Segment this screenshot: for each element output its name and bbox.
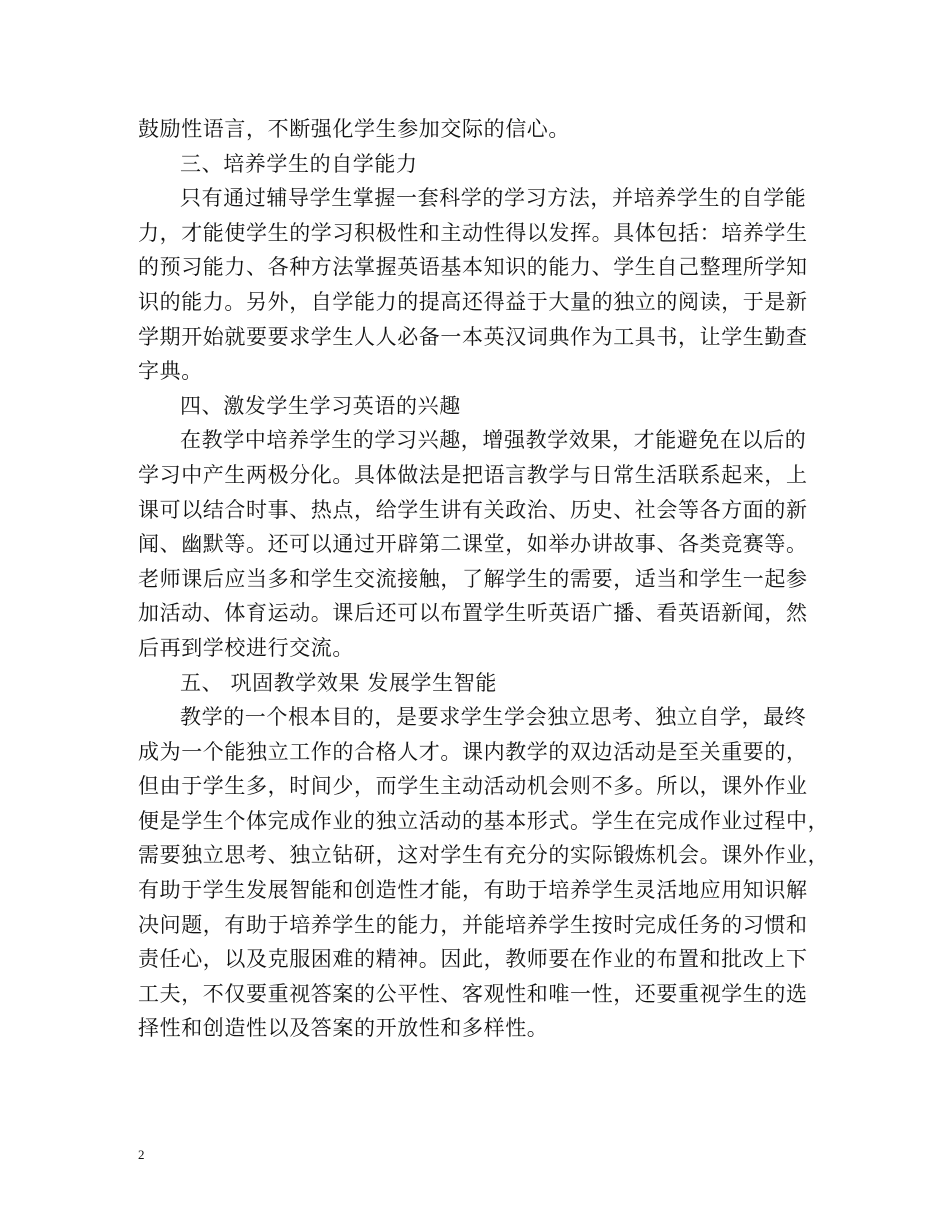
text-line: 工夫，不仅要重视答案的公平性、客观性和唯一性，还要重视学生的选 xyxy=(138,981,808,1006)
text-line: 教学的一个根本目的，是要求学生学会独立思考、独立自学，最终 xyxy=(180,705,807,730)
text-line: 识的能力。另外，自学能力的提高还得益于大量的独立的阅读，于是新 xyxy=(138,289,808,314)
text-line: 只有通过辅导学生掌握一套科学的学习方法，并培养学生的自学能 xyxy=(180,186,807,211)
text-line: 有助于学生发展智能和创造性才能，有助于培养学生灵活地应用知识解 xyxy=(138,878,808,903)
text-line: 字典。 xyxy=(138,359,203,384)
text-line: 四、激发学生学习英语的兴趣 xyxy=(180,393,461,418)
text-line: 在教学中培养学生的学习兴趣，增强教学效果，才能避免在以后的 xyxy=(180,428,807,453)
text-line: 三、培养学生的自学能力 xyxy=(180,151,418,176)
text-line: 的预习能力、各种方法掌握英语基本知识的能力、学生自己整理所学知 xyxy=(138,255,808,280)
text-line: 决问题，有助于培养学生的能力，并能培养学生按时完成任务的习惯和 xyxy=(138,912,808,937)
text-line: 闻、幽默等。还可以通过开辟第二课堂，如举办讲故事、各类竞赛等。 xyxy=(138,532,808,557)
page-number: 2 xyxy=(138,1147,145,1162)
text-line: 便是学生个体完成作业的独立活动的基本形式。学生在完成作业过程中， xyxy=(138,808,830,833)
text-line: 课可以结合时事、热点，给学生讲有关政治、历史、社会等各方面的新 xyxy=(138,497,808,522)
text-line: 鼓励性语言，不断强化学生参加交际的信心。 xyxy=(138,117,570,141)
text-line: 五、 巩固教学效果 发展学生智能 xyxy=(180,670,497,695)
text-line: 力，才能使学生的学习积极性和主动性得以发挥。具体包括：培养学生 xyxy=(138,220,808,245)
text-line: 需要独立思考、独立钻研，这对学生有充分的实际锻炼机会。课外作业， xyxy=(138,843,830,868)
text-line: 学期开始就要要求学生人人必备一本英汉词典作为工具书，让学生勤查 xyxy=(138,324,808,349)
text-line: 成为一个能独立工作的合格人才。课内教学的双边活动是至关重要的， xyxy=(138,739,808,764)
text-line: 择性和创造性以及答案的开放性和多样性。 xyxy=(138,1016,549,1041)
text-line: 学习中产生两极分化。具体做法是把语言教学与日常生活联系起来，上 xyxy=(138,462,808,487)
text-line: 老师课后应当多和学生交流接触，了解学生的需要，适当和学生一起参 xyxy=(138,566,808,591)
text-line: 后再到学校进行交流。 xyxy=(138,635,354,660)
text-line: 但由于学生多，时间少，而学生主动活动机会则不多。所以，课外作业 xyxy=(138,774,808,799)
document-body xyxy=(138,112,830,1046)
text-line: 加活动、体育运动。课后还可以布置学生听英语广播、看英语新闻，然 xyxy=(138,601,808,626)
text-line: 责任心，以及克服困难的精神。因此，教师要在作业的布置和批改上下 xyxy=(138,947,808,972)
